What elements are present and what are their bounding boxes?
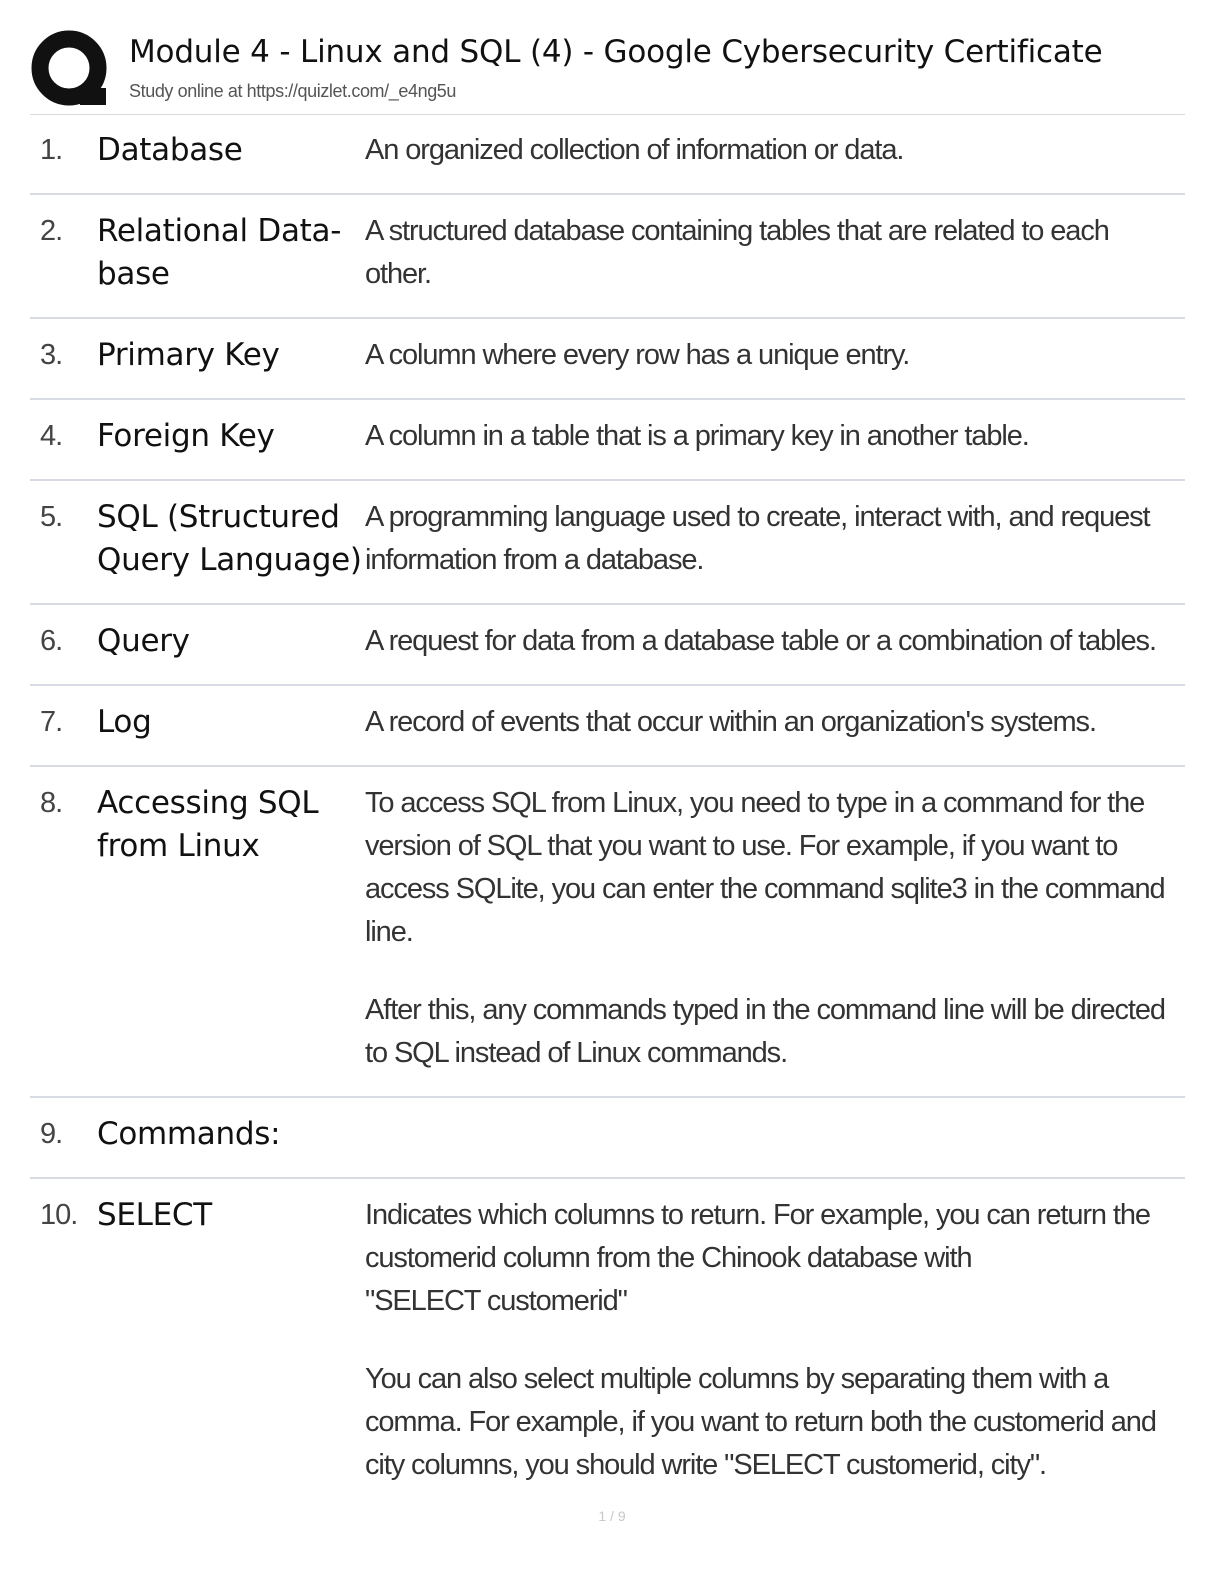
card-definition [365,415,1185,458]
card-number: 7. [40,706,63,738]
card-number: 9. [40,1118,63,1150]
page-title: Module 4 - Linux and SQL (4) - Google Cybersecurity Certificate [129,34,1103,70]
flashcard-row [30,319,1185,400]
definition-paragraph: A record of events that occur within an organization's systems. [365,706,1096,738]
flashcard-row [30,1179,1185,1508]
flashcard-row [30,767,1185,1098]
card-term: Log [97,704,152,740]
card-number: 6. [40,625,63,657]
definition-paragraph: An organized collection of information or data. [365,134,904,166]
card-number: 10. [40,1199,78,1231]
card-number: 1. [40,134,63,166]
card-definition [365,782,1185,1075]
card-term: Primary Key [97,337,280,373]
definition-paragraph: A column where every row has a unique entry. [365,339,910,371]
card-term: Commands: [97,1116,281,1152]
flashcard-row [30,195,1185,319]
page-number: 1 / 9 [598,1508,626,1524]
study-online-link[interactable]: Study online at https://quizlet.com/_e4ng5u [129,81,457,101]
card-number: 2. [40,215,63,247]
page-header [30,28,1185,115]
card-term: SQL (Structured Query Language) [97,499,362,578]
card-number: 3. [40,339,63,371]
definition-paragraph: A structured database containing tables that are related to each other. [365,215,1109,290]
card-term: Relational Data- base [97,213,342,292]
flashcard-row [30,114,1185,195]
card-term: SELECT [97,1197,212,1233]
card-definition [365,1113,1185,1156]
card-number: 5. [40,501,63,533]
definition-paragraph: After this, any commands typed in the command line will be directed to SQL instead of Linux commands. [365,994,1165,1069]
flashcard-row [30,605,1185,686]
flashcard-row [30,400,1185,481]
definition-paragraph: A column in a table that is a primary key in another table. [365,420,1029,452]
definition-paragraph: Indicates which columns to return. For example, you can return the customerid column from the Chinook database with "SELECT customerid" [365,1199,1150,1317]
flashcard-row [30,1098,1185,1179]
card-definition [365,701,1185,744]
card-term: Database [97,132,243,168]
card-term: Query [97,623,190,659]
card-definition [365,496,1185,582]
card-number: 4. [40,420,63,452]
definition-paragraph: You can also select multiple columns by separating them with a comma. For example, if you want to return both the customerid and city columns, you should write "SELECT customerid, city". [365,1363,1156,1481]
card-definition [365,620,1185,663]
flashcard-row [30,481,1185,605]
card-definition [365,334,1185,377]
quizlet-q-logo-icon [30,28,112,110]
card-definition [365,210,1185,296]
card-definition [365,1194,1185,1487]
definition-paragraph: A programming language used to create, interact with, and request information from a database. [365,501,1150,576]
flashcard-row [30,686,1185,767]
card-term: Foreign Key [97,418,275,454]
definition-paragraph: To access SQL from Linux, you need to type in a command for the version of SQL that you want to use. For example, if you want to access SQLite, you can enter the command sqlite3 in the command line. [365,787,1165,948]
card-number: 8. [40,787,63,819]
card-definition [365,129,1185,172]
flashcard-list [30,114,1185,1508]
definition-paragraph: A request for data from a database table or a combination of tables. [365,625,1156,657]
card-term: Accessing SQL from Linux [97,785,319,864]
